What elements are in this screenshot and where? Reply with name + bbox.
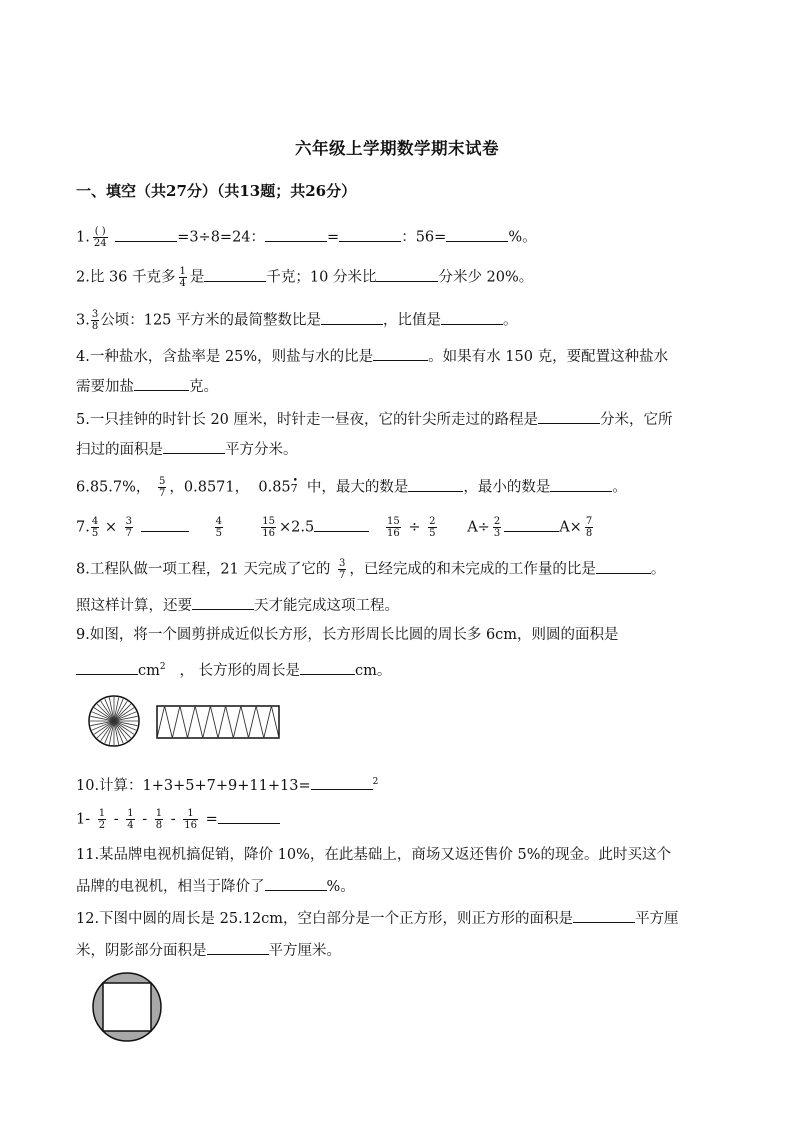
q7-frac-e (386, 516, 401, 539)
q10-frac-3 (155, 808, 163, 831)
question-11-line-2 (76, 876, 355, 897)
q7-e-num: 15 (387, 516, 400, 527)
q7-frac-b (125, 516, 133, 539)
approximate-rectangle-figure (156, 705, 280, 739)
q7-d-den: 16 (262, 528, 275, 539)
q2-fraction (179, 266, 187, 289)
q7-frac-a (91, 516, 99, 539)
q12-blank-2[interactable] (207, 940, 269, 955)
q9-superscript: 2 (159, 662, 166, 672)
q7-f-den: 5 (429, 528, 436, 539)
q3-text-3: 。 (503, 312, 518, 329)
q3-blank-2[interactable] (441, 310, 503, 325)
question-8-line-1 (76, 558, 665, 581)
q1-text-3: ：56= (401, 229, 447, 246)
q6-text-3: 0.85 (258, 479, 291, 496)
q10-frac-2 (126, 808, 134, 831)
q6-text-6: 。 (612, 479, 627, 496)
q11-text-1: 11.某品牌电视机搞促销，降价 10%，在此基础上，商场又返还售价 5%的现金。此时买这个 (76, 847, 672, 863)
question-5-line-2 (76, 439, 298, 460)
question-6 (76, 476, 627, 499)
q1-blank-4[interactable] (446, 227, 508, 242)
q6-frac-den: 7 (159, 488, 166, 499)
question-9-line-1 (76, 625, 619, 645)
q10-blank-2[interactable] (218, 809, 280, 824)
question-12-line-2 (76, 940, 341, 961)
q3-text-1: 公顷：125 平方米的最简整数比是 (100, 312, 322, 329)
q10-d1: 2 (98, 820, 106, 831)
q2-blank-1[interactable] (204, 267, 266, 282)
q8-text-5: 天才能完成这项工程。 (254, 598, 399, 614)
q11-text-3: %。 (326, 879, 355, 895)
q6-blank-2[interactable] (550, 477, 612, 492)
q8-blank-2[interactable] (192, 595, 254, 610)
q10-superscript: 2 (372, 777, 379, 787)
q9-unit-2: cm。 (355, 662, 392, 679)
q10-n4: 1 (187, 808, 194, 819)
q7-op-3: ÷ (408, 519, 421, 536)
q12-blank-1[interactable] (573, 908, 635, 923)
q7-h-den: 8 (585, 528, 593, 539)
q10-frac-1 (98, 808, 106, 831)
q7-frac-f (428, 516, 436, 539)
q1-blank-2[interactable] (265, 227, 327, 242)
q1-blank-1[interactable] (115, 227, 177, 242)
q1-frac-num: ( ) (94, 226, 106, 237)
q10-frac-4 (183, 808, 198, 831)
q10-minus-3: - (170, 811, 176, 828)
q8-text-4: 照这样计算，还要 (76, 598, 192, 614)
q6-repeating-digit: • 7 (291, 479, 298, 499)
q7-a-num: 4 (91, 516, 99, 527)
q6-text-4: 中，最大的数是 (306, 479, 409, 496)
q5-text-2: 分米，它所 (600, 412, 673, 428)
question-4-line-2 (76, 376, 218, 397)
q5-text-4: 平方分米。 (225, 442, 298, 458)
q3-blank-1[interactable] (321, 310, 383, 325)
q10-text-1: 10.计算：1+3+5+7+9+11+13= (76, 777, 311, 794)
q2-text-4: 分米少 20%。 (438, 269, 534, 286)
q10-n3: 1 (155, 808, 163, 819)
q10-blank-1[interactable] (311, 775, 373, 790)
q7-g-num: 2 (493, 516, 501, 527)
q7-g: A÷ (467, 519, 490, 536)
q8-frac-num: 3 (339, 558, 346, 569)
q4-blank-1[interactable] (373, 346, 428, 361)
q2-frac-num: 1 (179, 266, 186, 277)
circle-sectors-figure (86, 693, 142, 749)
q7-prefix: 7. (76, 519, 90, 536)
q7-d-num: 15 (262, 516, 275, 527)
q8-text-2: ，已经完成的和未完成的工作量的比是 (349, 561, 596, 578)
q10-equals: = (205, 811, 218, 828)
q6-text-5: ，最小的数是 (463, 479, 551, 496)
page-title: 六年级上学期数学期末试卷 (295, 139, 499, 158)
q12-text-4: 平方厘米。 (268, 943, 341, 959)
question-10-line-2 (76, 808, 280, 831)
q10-n1: 1 (98, 808, 106, 819)
q7-c-num: 4 (215, 516, 222, 527)
q10-minus-1: - (113, 811, 119, 828)
q10-d2: 4 (127, 820, 134, 831)
question-10-line-1 (76, 772, 378, 796)
q7-b-den: 7 (125, 528, 132, 539)
q6-text-2: ，0.8571， (169, 479, 250, 496)
q3-prefix: 3. (76, 312, 90, 329)
section-heading: 一、填空（共27分）（共13题；共26分） (76, 182, 357, 200)
q4-text-4: 克。 (189, 379, 218, 395)
q7-h: A× (559, 519, 582, 536)
circle-with-square-figure (86, 970, 168, 1044)
q1-blank-3[interactable] (339, 227, 401, 242)
question-12-line-1 (76, 908, 679, 929)
q7-op-1: × (104, 519, 117, 536)
q9-unit-1: cm (138, 662, 160, 679)
q7-c-den: 5 (215, 528, 222, 539)
q2-text-2: 是 (189, 269, 205, 286)
q8-frac-den: 7 (339, 570, 346, 581)
q5-text-3: 扫过的面积是 (76, 442, 163, 458)
q8-text-3: 。 (650, 561, 666, 578)
q3-frac-num: 3 (91, 309, 99, 320)
q9-text-2: ， 长方形的周长是 (179, 662, 301, 679)
question-9-line-2 (76, 657, 391, 681)
q1-text-1: =3÷8=24： (177, 229, 266, 246)
q10-prefix: 1- (76, 811, 91, 828)
q12-text-2: 平方厘 (635, 911, 679, 927)
q4-text-1: 4.一种盐水，含盐率是 25%，则盐与水的比是 (76, 349, 374, 365)
q11-blank-1[interactable] (265, 876, 327, 891)
q7-op-2: ×2.5 (279, 519, 315, 536)
q3-frac-den: 8 (91, 321, 99, 332)
q1-frac-den: 24 (93, 238, 107, 249)
question-3 (76, 309, 518, 332)
q4-text-2: 。如果有水 150 克，要配置这种盐水 (428, 349, 669, 365)
question-11-line-1 (76, 845, 671, 865)
q5-blank-2[interactable] (163, 439, 225, 454)
q4-blank-2[interactable] (134, 376, 189, 391)
q10-n2: 1 (127, 808, 134, 819)
q7-f-num: 2 (429, 516, 436, 527)
q7-a-den: 5 (91, 528, 99, 539)
q2-text-3: 千克；10 分米比 (266, 269, 377, 286)
q10-d3: 8 (155, 820, 163, 831)
q9-blank-1[interactable] (76, 660, 138, 675)
q7-g-den: 3 (493, 528, 501, 539)
q6-blank-1[interactable] (408, 477, 463, 492)
q5-blank-1[interactable] (538, 409, 600, 424)
q7-frac-d (261, 516, 276, 539)
q7-blank-1[interactable] (141, 517, 189, 532)
q1-fraction (93, 226, 108, 249)
q6-fraction (158, 476, 166, 499)
q4-text-3: 需要加盐 (76, 379, 134, 395)
inscribed-square (103, 983, 151, 1031)
q5-text-1: 5.一只挂钟的时针长 20 厘米，时针走一昼夜，它的针尖所走过的路程是 (76, 412, 539, 428)
q1-text-4: %。 (508, 229, 537, 246)
q9-text-1: 9.如图，将一个圆剪拼成近似长方形，长方形周长比圆的周长多 6cm，则圆的面积是 (76, 627, 619, 643)
q7-blank-3[interactable] (504, 517, 559, 532)
q12-text-3: 米，阴影部分面积是 (76, 943, 207, 959)
q7-frac-h (585, 516, 593, 539)
q9-blank-2[interactable] (300, 660, 355, 675)
q2-frac-den: 4 (179, 278, 186, 289)
q3-text-2: ，比值是 (383, 312, 442, 329)
q10-minus-2: - (142, 811, 148, 828)
q8-fraction (338, 558, 346, 581)
q11-text-2: 品牌的电视机，相当于降价了 (76, 879, 265, 895)
q6-frac-num: 5 (159, 476, 166, 487)
q6-text-1: 6.85.7%， (76, 479, 151, 496)
q1-text-2: = (327, 229, 340, 246)
q7-frac-c (215, 516, 223, 539)
q7-blank-2[interactable] (314, 517, 369, 532)
q3-fraction (91, 309, 99, 332)
question-4-line-1 (76, 346, 668, 367)
q7-frac-g (493, 516, 501, 539)
question-5-line-1 (76, 409, 673, 430)
q7-e-den: 16 (387, 528, 400, 539)
question-2 (76, 266, 533, 289)
q7-b-num: 3 (125, 516, 132, 527)
question-7 (76, 516, 596, 539)
q12-text-1: 12.下图中圆的周长是 25.12cm，空白部分是一个正方形，则正方形的面积是 (76, 911, 574, 927)
q10-d4: 16 (184, 820, 197, 831)
q7-h-num: 7 (585, 516, 593, 527)
q2-blank-2[interactable] (376, 267, 438, 282)
q2-text-1: 2.比 36 千克多 (76, 269, 176, 286)
q1-prefix: 1. (76, 229, 90, 246)
q8-text-1: 8.工程队做一项工程，21 天完成了它的 (76, 561, 331, 578)
question-1 (76, 226, 537, 249)
question-8-line-2 (76, 595, 399, 616)
q8-blank-1[interactable] (596, 559, 651, 574)
